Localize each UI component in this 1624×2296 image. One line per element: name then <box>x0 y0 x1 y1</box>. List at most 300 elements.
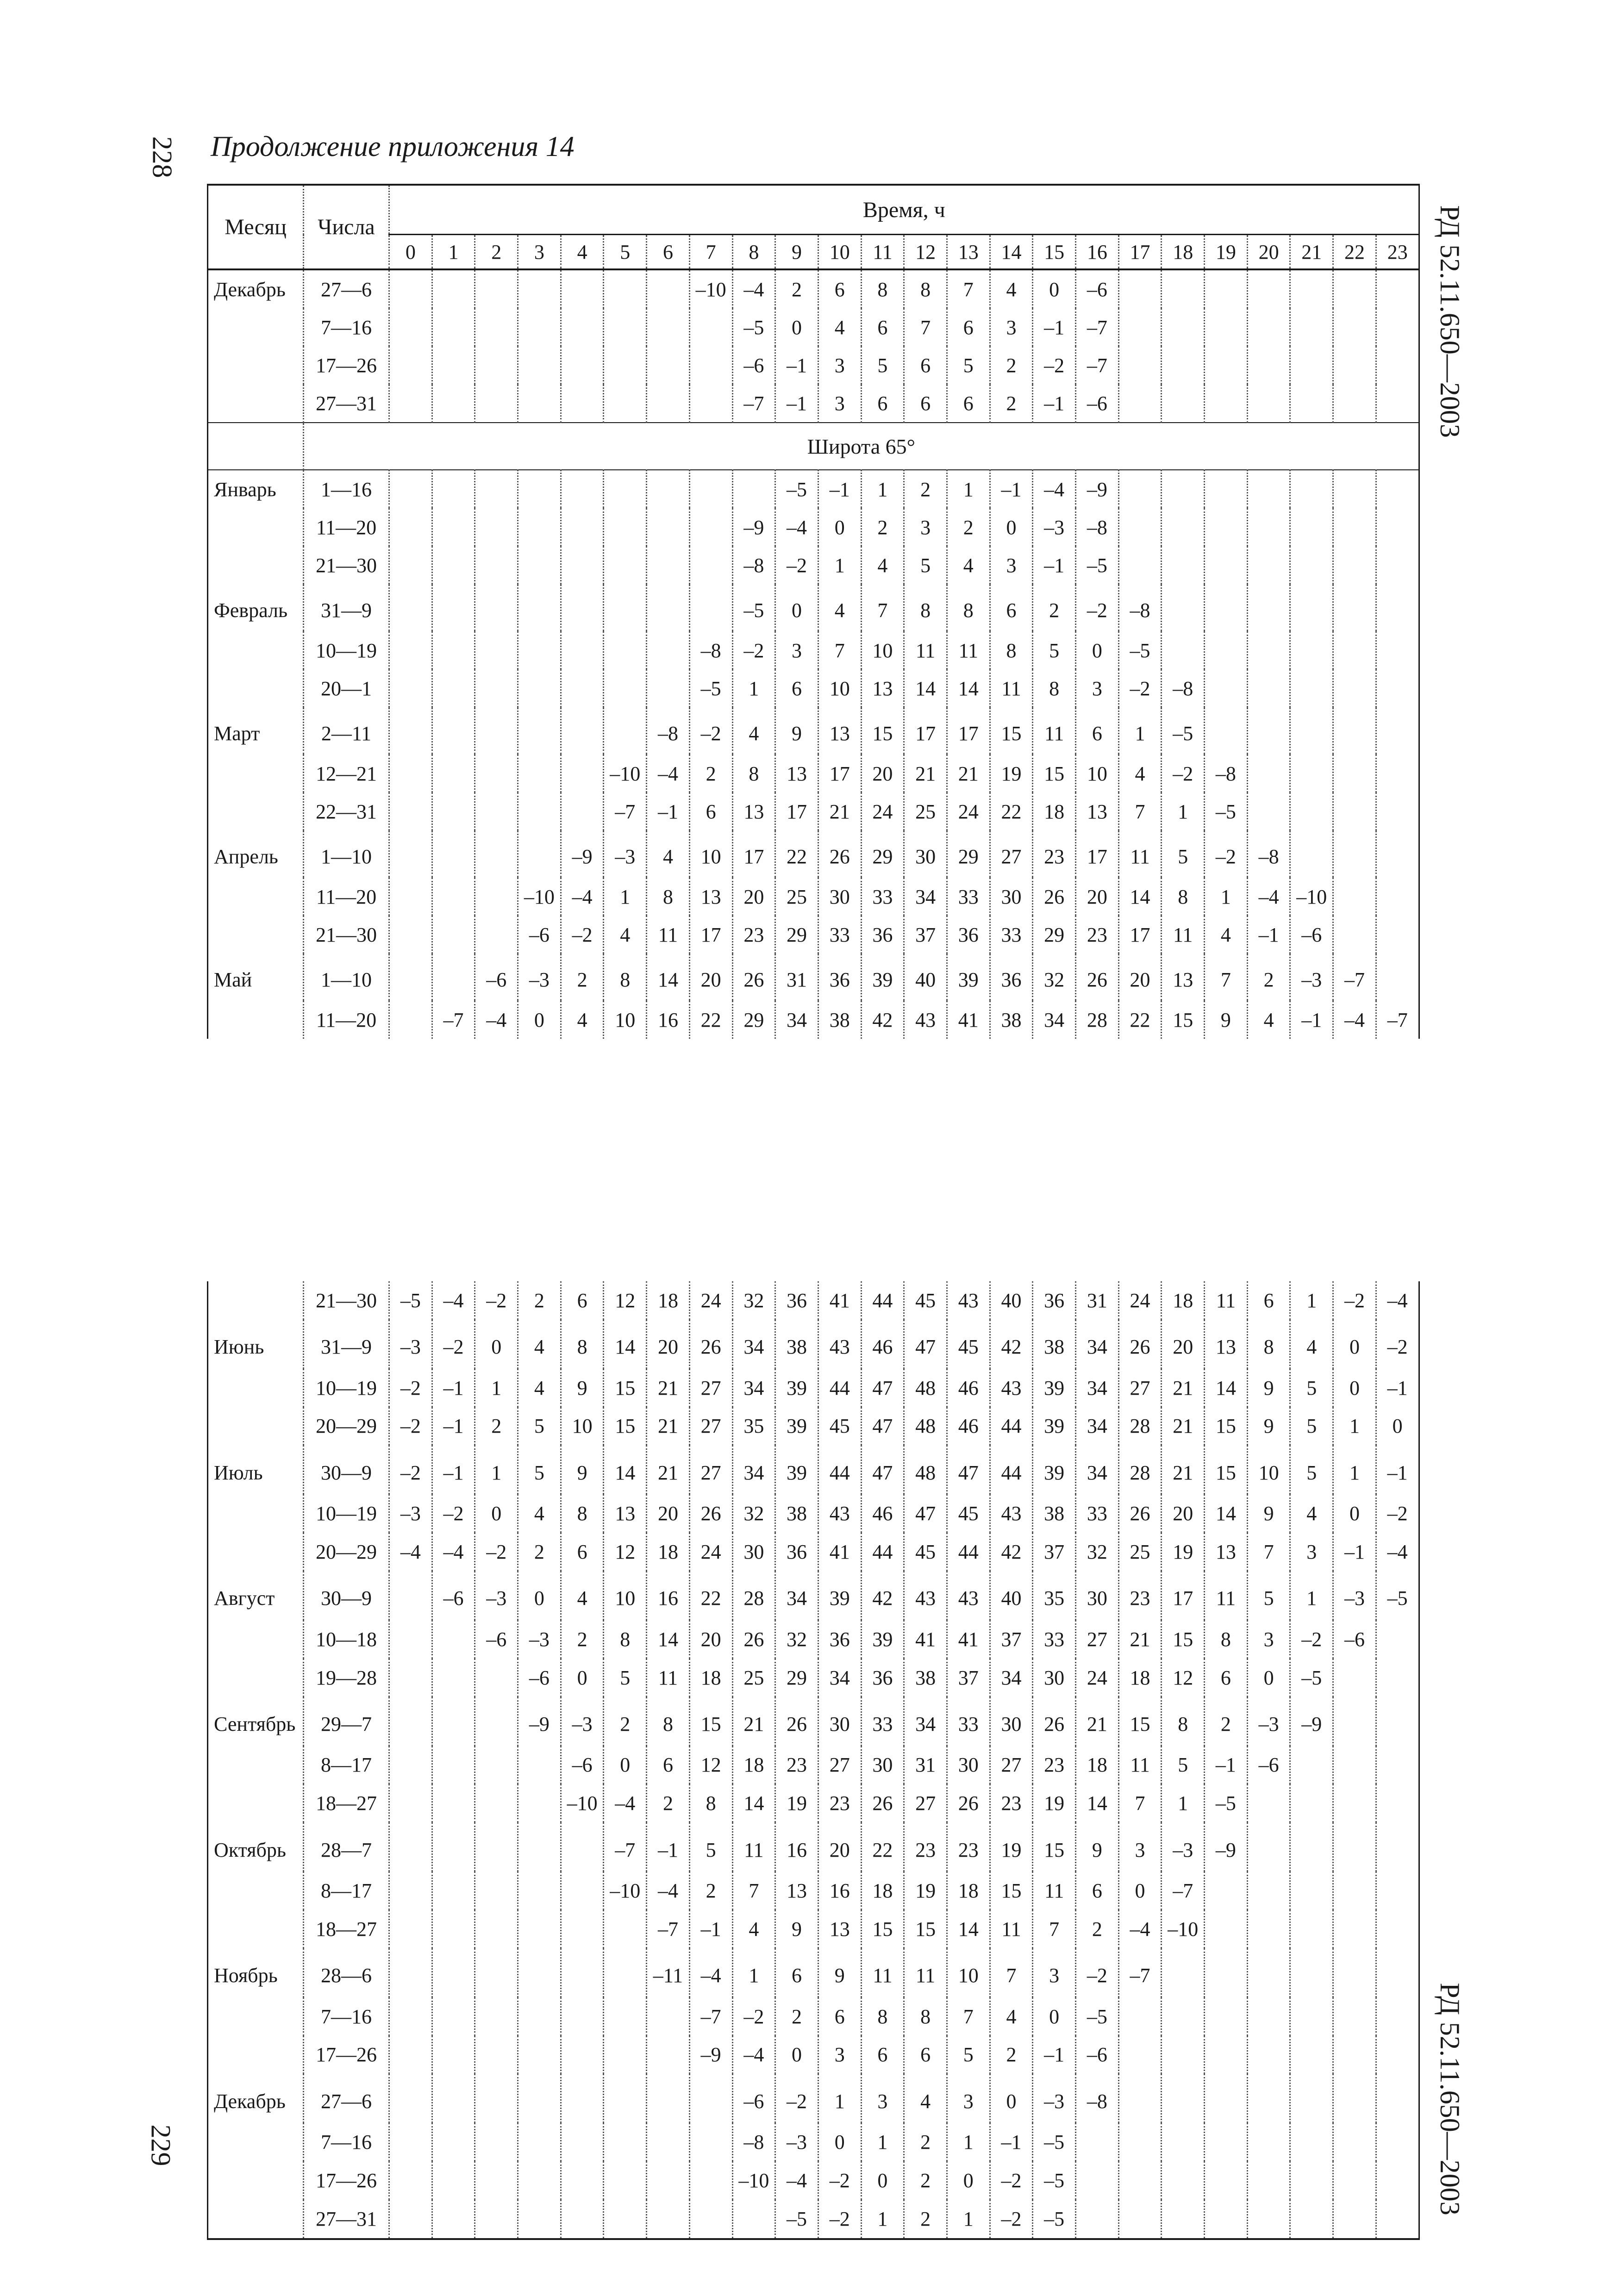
value-cell <box>475 508 518 546</box>
value-cell: 6 <box>1076 707 1119 755</box>
value-cell <box>432 1746 475 1784</box>
value-cell: –10 <box>689 269 732 308</box>
dates-cell: 1—16 <box>304 470 389 508</box>
value-cell: –5 <box>389 1281 432 1320</box>
value-cell: 31 <box>1076 1281 1119 1320</box>
table-row <box>208 792 1419 830</box>
value-cell: 24 <box>1118 1281 1162 1320</box>
value-cell <box>1118 2123 1162 2161</box>
value-cell: 20 <box>647 1320 690 1369</box>
value-cell: 0 <box>1033 1997 1076 2036</box>
value-cell <box>475 470 518 508</box>
value-cell: 9 <box>775 707 818 755</box>
value-cell: 15 <box>604 1407 647 1446</box>
table-row <box>208 346 1419 384</box>
value-cell: 17 <box>1162 1571 1205 1620</box>
value-cell: 23 <box>990 1784 1033 1822</box>
value-cell: –2 <box>475 1533 518 1571</box>
value-cell <box>432 1784 475 1822</box>
value-cell: 21 <box>1162 1407 1205 1446</box>
value-cell: 26 <box>818 830 861 878</box>
value-cell: 12 <box>1162 1659 1205 1697</box>
value-cell <box>561 792 604 830</box>
value-cell: –3 <box>1290 954 1333 1001</box>
table-row <box>208 1784 1419 1822</box>
value-cell <box>475 669 518 707</box>
value-cell: –2 <box>1290 1620 1333 1659</box>
value-cell <box>604 508 647 546</box>
value-cell: 21 <box>947 755 990 792</box>
value-cell: 4 <box>1247 1001 1290 1039</box>
value-cell <box>432 384 475 423</box>
value-cell <box>1376 2074 1419 2123</box>
value-cell: 17 <box>947 707 990 755</box>
value-cell <box>1205 584 1248 631</box>
value-cell <box>1376 631 1419 669</box>
value-cell <box>604 1948 647 1997</box>
value-cell <box>389 470 432 508</box>
value-cell: –5 <box>1118 631 1162 669</box>
value-cell: 11 <box>1162 916 1205 954</box>
value-cell: 0 <box>518 1001 561 1039</box>
value-cell <box>1247 2123 1290 2161</box>
table-row <box>208 1494 1419 1533</box>
value-cell: –6 <box>1247 1746 1290 1784</box>
value-cell: 30 <box>990 1697 1033 1746</box>
value-cell: 0 <box>1376 1407 1419 1446</box>
value-cell: 33 <box>990 916 1033 954</box>
value-cell: 21 <box>1076 1697 1119 1746</box>
value-cell <box>518 631 561 669</box>
value-cell: 26 <box>689 1320 732 1369</box>
value-cell <box>689 470 732 508</box>
value-cell: 14 <box>1076 1784 1119 1822</box>
value-cell: 39 <box>775 1445 818 1494</box>
value-cell: –5 <box>1076 546 1119 584</box>
value-cell: –5 <box>1033 2161 1076 2200</box>
value-cell: 1 <box>1333 1445 1376 1494</box>
value-cell: –2 <box>1376 1494 1419 1533</box>
value-cell: 23 <box>1076 916 1119 954</box>
value-cell: 39 <box>775 1407 818 1446</box>
value-cell <box>1205 669 1248 707</box>
value-cell: –1 <box>990 2123 1033 2161</box>
value-cell: 42 <box>861 1001 904 1039</box>
value-cell: –5 <box>732 584 775 631</box>
value-cell <box>1376 1910 1419 1948</box>
month-cell: Октябрь <box>208 1822 304 1872</box>
value-cell <box>1376 954 1419 1001</box>
value-cell <box>475 1822 518 1872</box>
value-cell: –2 <box>389 1445 432 1494</box>
value-cell <box>432 707 475 755</box>
value-cell: –1 <box>990 470 1033 508</box>
value-cell: 32 <box>775 1620 818 1659</box>
dates-cell: 28—6 <box>304 1948 389 1997</box>
dates-cell: 27—31 <box>304 2200 389 2239</box>
value-cell: 39 <box>1033 1369 1076 1407</box>
value-cell <box>604 1910 647 1948</box>
value-cell: 13 <box>1205 1320 1248 1369</box>
value-cell: 1 <box>947 2200 990 2239</box>
value-cell: 4 <box>647 830 690 878</box>
value-cell: –1 <box>647 792 690 830</box>
value-cell <box>1162 1948 1205 1997</box>
value-cell <box>1205 308 1248 346</box>
value-cell: 5 <box>1162 830 1205 878</box>
value-cell: –6 <box>432 1571 475 1620</box>
value-cell: 2 <box>647 1784 690 1822</box>
value-cell <box>432 1822 475 1872</box>
value-cell: –7 <box>1333 954 1376 1001</box>
value-cell: 13 <box>604 1494 647 1533</box>
value-cell: 34 <box>1033 1001 1076 1039</box>
value-cell: 3 <box>1247 1620 1290 1659</box>
month-cell <box>208 2161 304 2200</box>
value-cell <box>689 308 732 346</box>
table-row <box>208 1281 1419 1320</box>
value-cell: 1 <box>1162 792 1205 830</box>
value-cell: –1 <box>689 1910 732 1948</box>
value-cell <box>518 308 561 346</box>
value-cell <box>432 2074 475 2123</box>
value-cell: 0 <box>818 508 861 546</box>
value-cell <box>604 669 647 707</box>
value-cell: 0 <box>475 1320 518 1369</box>
table-row <box>208 584 1419 631</box>
value-cell <box>432 546 475 584</box>
value-cell: –8 <box>732 546 775 584</box>
value-cell: –1 <box>1033 2036 1076 2074</box>
table-row <box>208 916 1419 954</box>
value-cell: 14 <box>947 669 990 707</box>
value-cell: –5 <box>1162 707 1205 755</box>
value-cell: 44 <box>818 1369 861 1407</box>
value-cell: 4 <box>561 1571 604 1620</box>
value-cell <box>432 792 475 830</box>
value-cell <box>1290 2036 1333 2074</box>
dates-cell: 11—20 <box>304 508 389 546</box>
value-cell <box>1162 308 1205 346</box>
value-cell: 47 <box>947 1445 990 1494</box>
value-cell: 6 <box>647 1746 690 1784</box>
value-cell: 11 <box>990 1910 1033 1948</box>
value-cell: 8 <box>1162 878 1205 916</box>
value-cell: 6 <box>947 308 990 346</box>
value-cell <box>1162 631 1205 669</box>
value-cell: –4 <box>432 1281 475 1320</box>
value-cell: –8 <box>1162 669 1205 707</box>
value-cell: 27 <box>818 1746 861 1784</box>
value-cell <box>1247 508 1290 546</box>
value-cell <box>1118 508 1162 546</box>
value-cell: 14 <box>647 1620 690 1659</box>
table-row <box>208 1872 1419 1910</box>
month-cell <box>208 308 304 346</box>
value-cell <box>1333 916 1376 954</box>
value-cell <box>1376 269 1419 308</box>
value-cell: 26 <box>1118 1494 1162 1533</box>
value-cell: –7 <box>647 1910 690 1948</box>
value-cell: 31 <box>904 1746 947 1784</box>
value-cell: 18 <box>1076 1746 1119 1784</box>
month-cell: Январь <box>208 470 304 508</box>
month-cell <box>208 1620 304 1659</box>
value-cell: 30 <box>990 878 1033 916</box>
value-cell <box>1333 631 1376 669</box>
value-cell: 40 <box>904 954 947 1001</box>
value-cell <box>475 830 518 878</box>
value-cell: –7 <box>1076 308 1119 346</box>
value-cell: –6 <box>561 1746 604 1784</box>
value-cell: 5 <box>1247 1571 1290 1620</box>
value-cell: 4 <box>604 916 647 954</box>
value-cell <box>561 508 604 546</box>
value-cell: 4 <box>518 1369 561 1407</box>
value-cell: 44 <box>861 1533 904 1571</box>
value-cell: 9 <box>561 1445 604 1494</box>
value-cell: 18 <box>1033 792 1076 830</box>
value-cell: 20 <box>861 755 904 792</box>
dates-cell: 19—28 <box>304 1659 389 1697</box>
value-cell: 34 <box>904 878 947 916</box>
value-cell <box>518 546 561 584</box>
month-cell: Июнь <box>208 1320 304 1369</box>
value-cell: 18 <box>689 1659 732 1697</box>
value-cell: 3 <box>1118 1822 1162 1872</box>
value-cell: 4 <box>990 1997 1033 2036</box>
month-cell: Декабрь <box>208 2074 304 2123</box>
value-cell: 19 <box>775 1784 818 1822</box>
value-cell: 23 <box>1033 830 1076 878</box>
value-cell: 25 <box>1118 1533 1162 1571</box>
value-cell: 47 <box>861 1369 904 1407</box>
value-cell <box>647 2200 690 2239</box>
value-cell <box>689 584 732 631</box>
value-cell: 25 <box>775 878 818 916</box>
dates-cell: 21—30 <box>304 1281 389 1320</box>
value-cell: 2 <box>775 269 818 308</box>
value-cell: 39 <box>775 1369 818 1407</box>
value-cell <box>432 1620 475 1659</box>
table-row <box>208 1445 1419 1494</box>
value-cell: 3 <box>990 308 1033 346</box>
value-cell <box>1205 707 1248 755</box>
value-cell <box>1205 2161 1248 2200</box>
value-cell: –9 <box>1076 470 1119 508</box>
value-cell <box>1333 1997 1376 2036</box>
value-cell <box>1162 2074 1205 2123</box>
value-cell <box>561 631 604 669</box>
value-cell <box>1247 546 1290 584</box>
value-cell <box>1333 1910 1376 1948</box>
month-cell <box>208 755 304 792</box>
value-cell <box>561 755 604 792</box>
value-cell <box>432 2200 475 2239</box>
header-hour-cell: 12 <box>904 235 947 270</box>
value-cell <box>1247 1784 1290 1822</box>
value-cell: 15 <box>1033 1822 1076 1872</box>
value-cell: 0 <box>1333 1369 1376 1407</box>
value-cell: 34 <box>1076 1407 1119 1446</box>
value-cell: –3 <box>1033 2074 1076 2123</box>
value-cell: 8 <box>604 954 647 1001</box>
value-cell <box>1333 1697 1376 1746</box>
value-cell <box>1247 792 1290 830</box>
value-cell: –1 <box>1033 308 1076 346</box>
value-cell: 43 <box>947 1281 990 1320</box>
value-cell: –2 <box>990 2200 1033 2239</box>
value-cell: 23 <box>775 1746 818 1784</box>
value-cell: –1 <box>1333 1533 1376 1571</box>
header-hours-row <box>208 235 1419 270</box>
value-cell: 8 <box>904 269 947 308</box>
value-cell: –4 <box>1333 1001 1376 1039</box>
value-cell <box>561 2036 604 2074</box>
table-row <box>208 1001 1419 1039</box>
value-cell <box>1376 1872 1419 1910</box>
value-cell: 8 <box>604 1620 647 1659</box>
value-cell <box>1376 1997 1419 2036</box>
header-hour-cell: 19 <box>1205 235 1248 270</box>
value-cell: 5 <box>947 346 990 384</box>
value-cell <box>689 2123 732 2161</box>
value-cell: 6 <box>561 1533 604 1571</box>
value-cell: 13 <box>775 755 818 792</box>
value-cell <box>604 2161 647 2200</box>
value-cell <box>432 1948 475 1997</box>
value-cell <box>1290 584 1333 631</box>
value-cell: 20 <box>818 1822 861 1872</box>
value-cell <box>1333 584 1376 631</box>
value-cell <box>561 470 604 508</box>
value-cell: 10 <box>561 1407 604 1446</box>
value-cell: –4 <box>475 1001 518 1039</box>
value-cell: 4 <box>518 1494 561 1533</box>
value-cell: 20 <box>647 1494 690 1533</box>
value-cell <box>647 2161 690 2200</box>
value-cell <box>1376 707 1419 755</box>
value-cell: 45 <box>947 1494 990 1533</box>
document-code-bottom: РД 52.11.650—2003 <box>1434 1983 1465 2215</box>
value-cell <box>1247 1948 1290 1997</box>
value-cell: 4 <box>1290 1494 1333 1533</box>
value-cell: 1 <box>1290 1281 1333 1320</box>
month-cell: Июль <box>208 1445 304 1494</box>
value-cell: 35 <box>1033 1571 1076 1620</box>
value-cell: 38 <box>1033 1494 1076 1533</box>
value-cell: 36 <box>861 916 904 954</box>
dates-cell: 30—9 <box>304 1571 389 1620</box>
header-hour-cell: 7 <box>689 235 732 270</box>
value-cell: –5 <box>1205 792 1248 830</box>
value-cell: 9 <box>775 1910 818 1948</box>
value-cell <box>1118 546 1162 584</box>
value-cell <box>1333 2123 1376 2161</box>
header-hour-cell: 20 <box>1247 235 1290 270</box>
month-cell <box>208 1369 304 1407</box>
value-cell: –4 <box>1247 878 1290 916</box>
value-cell: 43 <box>818 1494 861 1533</box>
value-cell <box>604 308 647 346</box>
value-cell: 28 <box>1118 1407 1162 1446</box>
value-cell: 6 <box>947 384 990 423</box>
value-cell: 4 <box>732 707 775 755</box>
value-cell <box>647 2074 690 2123</box>
value-cell <box>1290 1872 1333 1910</box>
value-cell: 4 <box>904 2074 947 2123</box>
value-cell <box>647 669 690 707</box>
value-cell <box>732 2200 775 2239</box>
value-cell: 43 <box>990 1494 1033 1533</box>
table-row <box>208 1320 1419 1369</box>
value-cell: 15 <box>1162 1001 1205 1039</box>
value-cell: –8 <box>647 707 690 755</box>
value-cell: –6 <box>1333 1620 1376 1659</box>
value-cell: 46 <box>947 1407 990 1446</box>
value-cell: 23 <box>1033 1746 1076 1784</box>
value-cell <box>475 1997 518 2036</box>
value-cell <box>1162 584 1205 631</box>
month-cell <box>208 346 304 384</box>
month-cell <box>208 1910 304 1948</box>
value-cell <box>1118 269 1162 308</box>
value-cell: 7 <box>1118 1784 1162 1822</box>
value-cell <box>389 2123 432 2161</box>
month-cell <box>208 1533 304 1571</box>
value-cell: 2 <box>1033 584 1076 631</box>
value-cell <box>1118 2161 1162 2200</box>
value-cell <box>389 1910 432 1948</box>
value-cell: 32 <box>1076 1533 1119 1571</box>
header-hour-cell: 13 <box>947 235 990 270</box>
value-cell: 0 <box>1333 1494 1376 1533</box>
value-cell <box>561 2074 604 2123</box>
value-cell: 22 <box>861 1822 904 1872</box>
value-cell: 44 <box>947 1533 990 1571</box>
value-cell: –1 <box>647 1822 690 1872</box>
value-cell: 3 <box>904 508 947 546</box>
value-cell: 7 <box>1205 954 1248 1001</box>
table-row <box>208 308 1419 346</box>
value-cell <box>689 2161 732 2200</box>
value-cell <box>389 1001 432 1039</box>
value-cell: 22 <box>1118 1001 1162 1039</box>
value-cell: 19 <box>990 1822 1033 1872</box>
value-cell: 0 <box>518 1571 561 1620</box>
value-cell: 0 <box>861 2161 904 2200</box>
value-cell: 5 <box>1162 1746 1205 1784</box>
value-cell <box>1376 1620 1419 1659</box>
table-row <box>208 2036 1419 2074</box>
dates-cell: 7—16 <box>304 2123 389 2161</box>
value-cell: 6 <box>904 2036 947 2074</box>
value-cell <box>518 1948 561 1997</box>
value-cell: 11 <box>1118 1746 1162 1784</box>
value-cell <box>1205 2200 1248 2239</box>
value-cell <box>432 2036 475 2074</box>
value-cell <box>389 1746 432 1784</box>
value-cell <box>1333 308 1376 346</box>
value-cell: 41 <box>947 1620 990 1659</box>
value-cell <box>1376 1697 1419 1746</box>
table-row <box>208 1369 1419 1407</box>
value-cell: 8 <box>689 1784 732 1822</box>
value-cell: 9 <box>1247 1369 1290 1407</box>
value-cell: 35 <box>732 1407 775 1446</box>
table-row <box>208 1948 1419 1997</box>
value-cell <box>1376 792 1419 830</box>
